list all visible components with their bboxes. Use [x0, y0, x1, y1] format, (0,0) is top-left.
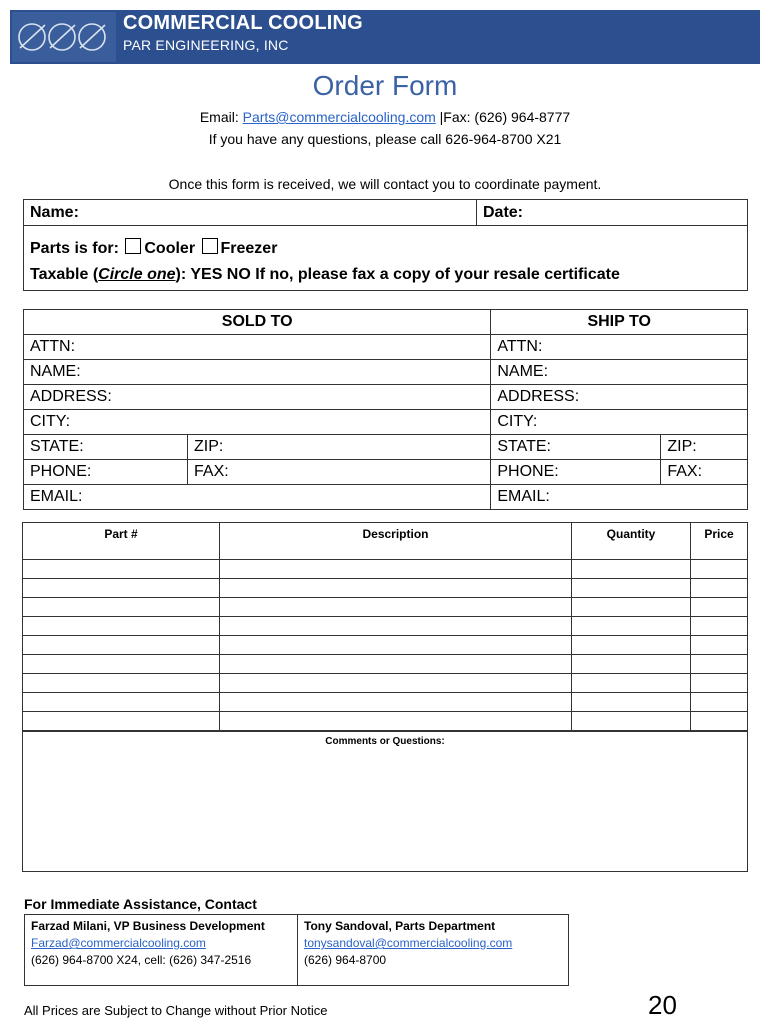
contacts-table — [24, 914, 569, 986]
description-cell[interactable] — [220, 693, 572, 712]
price-cell[interactable] — [691, 579, 748, 598]
sold-state[interactable]: STATE: — [24, 435, 188, 460]
parts-for-row — [30, 236, 741, 262]
ship-attn[interactable]: ATTN: — [491, 335, 748, 360]
address-table — [23, 309, 748, 510]
questions-line: If you have any questions, please call 626-964-8700 X21 — [208, 131, 562, 147]
freezer-label: Freezer — [220, 240, 278, 257]
col-quantity: Quantity — [572, 523, 691, 560]
quantity-cell[interactable] — [572, 712, 691, 731]
company-logo — [12, 12, 116, 62]
sold-address[interactable]: ADDRESS: — [24, 385, 491, 410]
price-cell[interactable] — [691, 693, 748, 712]
parts-row — [23, 579, 748, 598]
assistance-heading: For Immediate Assistance, Contact — [24, 896, 257, 912]
sold-city[interactable]: CITY: — [24, 410, 491, 435]
parts-row — [23, 598, 748, 617]
ship-zip[interactable]: ZIP: — [661, 435, 748, 460]
quantity-cell[interactable] — [572, 693, 691, 712]
page-title: Order Form — [312, 70, 458, 101]
contact-farzad — [25, 915, 298, 986]
sold-email[interactable]: EMAIL: — [24, 485, 491, 510]
description-cell[interactable] — [220, 655, 572, 674]
brand-subtitle: PAR ENGINEERING, INC — [123, 37, 289, 53]
parts-header-row — [23, 523, 748, 560]
brand-name: COMMERCIAL COOLING — [123, 12, 363, 34]
sold-fax[interactable]: FAX: — [188, 460, 491, 485]
fax-text: |Fax: (626) 964-8777 — [439, 109, 571, 125]
circle-one: Circle one — [98, 266, 176, 283]
part-number-cell[interactable] — [23, 560, 220, 579]
description-cell[interactable] — [220, 674, 572, 693]
quantity-cell[interactable] — [572, 579, 691, 598]
price-cell[interactable] — [691, 598, 748, 617]
price-cell[interactable] — [691, 712, 748, 731]
price-cell[interactable] — [691, 655, 748, 674]
parts-row — [23, 636, 748, 655]
parts-row — [23, 617, 748, 636]
parts-row — [23, 560, 748, 579]
quantity-cell[interactable] — [572, 598, 691, 617]
email-link[interactable]: Parts@commercialcooling.com — [242, 109, 436, 125]
comments-box[interactable] — [22, 731, 748, 872]
quantity-cell[interactable] — [572, 655, 691, 674]
price-cell[interactable] — [691, 636, 748, 655]
part-number-cell[interactable] — [23, 617, 220, 636]
price-disclaimer: All Prices are Subject to Change without Prior Notice — [24, 1003, 328, 1018]
price-cell[interactable] — [691, 674, 748, 693]
sold-phone[interactable]: PHONE: — [24, 460, 188, 485]
cooler-label: Cooler — [144, 240, 196, 257]
col-part-number: Part # — [23, 523, 220, 560]
sold-zip[interactable]: ZIP: — [188, 435, 491, 460]
price-cell[interactable] — [691, 617, 748, 636]
part-number-cell[interactable] — [23, 674, 220, 693]
ship-name[interactable]: NAME: — [491, 360, 748, 385]
part-number-cell[interactable] — [23, 655, 220, 674]
quantity-cell[interactable] — [572, 617, 691, 636]
description-cell[interactable] — [220, 636, 572, 655]
ship-state[interactable]: STATE: — [491, 435, 661, 460]
quantity-cell[interactable] — [572, 560, 691, 579]
part-number-cell[interactable] — [23, 579, 220, 598]
contact-email-link[interactable]: tonysandoval@commercialcooling.com — [304, 936, 513, 950]
description-cell[interactable] — [220, 712, 572, 731]
parts-for-label: Parts is for: — [30, 240, 119, 257]
ship-email[interactable]: EMAIL: — [491, 485, 748, 510]
email-label: Email: — [199, 109, 239, 125]
description-cell[interactable] — [220, 579, 572, 598]
parts-taxable-cell — [24, 226, 748, 291]
ship-to-header: SHIP TO — [491, 310, 748, 335]
freezer-checkbox[interactable] — [202, 238, 218, 254]
ship-address[interactable]: ADDRESS: — [491, 385, 748, 410]
description-cell[interactable] — [220, 598, 572, 617]
page-number: 20 — [648, 990, 677, 1020]
part-number-cell[interactable] — [23, 712, 220, 731]
parts-row — [23, 655, 748, 674]
part-number-cell[interactable] — [23, 693, 220, 712]
contact-email-link[interactable]: Farzad@commercialcooling.com — [31, 936, 206, 950]
date-field[interactable]: Date: — [477, 200, 748, 226]
contact-name: Farzad Milani, VP Business Development — [31, 919, 265, 933]
sold-attn[interactable]: ATTN: — [24, 335, 491, 360]
description-cell[interactable] — [220, 617, 572, 636]
parts-row — [23, 674, 748, 693]
customer-info-table — [23, 199, 748, 291]
part-number-cell[interactable] — [23, 598, 220, 617]
parts-row — [23, 693, 748, 712]
quantity-cell[interactable] — [572, 674, 691, 693]
description-cell[interactable] — [220, 560, 572, 579]
parts-table — [22, 522, 748, 731]
price-cell[interactable] — [691, 560, 748, 579]
col-price: Price — [691, 523, 748, 560]
quantity-cell[interactable] — [572, 636, 691, 655]
contact-phone: (626) 964-8700 — [304, 953, 387, 967]
contact-phone: (626) 964-8700 X24, cell: (626) 347-2516 — [31, 953, 252, 967]
taxable-prefix: Taxable ( — [30, 266, 99, 283]
contact-tony — [298, 915, 569, 986]
contact-line — [0, 109, 770, 125]
col-description: Description — [220, 523, 572, 560]
ship-phone[interactable]: PHONE: — [491, 460, 661, 485]
taxable-row — [30, 262, 741, 288]
parts-row — [23, 712, 748, 731]
comments-label: Comments or Questions: — [325, 736, 445, 747]
part-number-cell[interactable] — [23, 636, 220, 655]
contact-name: Tony Sandoval, Parts Department — [304, 919, 496, 933]
ship-fax[interactable]: FAX: — [661, 460, 748, 485]
name-field[interactable]: Name: — [24, 200, 477, 226]
payment-notice: Once this form is received, we will contact you to coordinate payment. — [168, 176, 602, 192]
cooler-checkbox[interactable] — [125, 238, 141, 254]
ship-city[interactable]: CITY: — [491, 410, 748, 435]
taxable-suffix: ): YES NO If no, please fax a copy of your resale certificate — [175, 266, 620, 283]
sold-to-header: SOLD TO — [24, 310, 491, 335]
sold-name[interactable]: NAME: — [24, 360, 491, 385]
